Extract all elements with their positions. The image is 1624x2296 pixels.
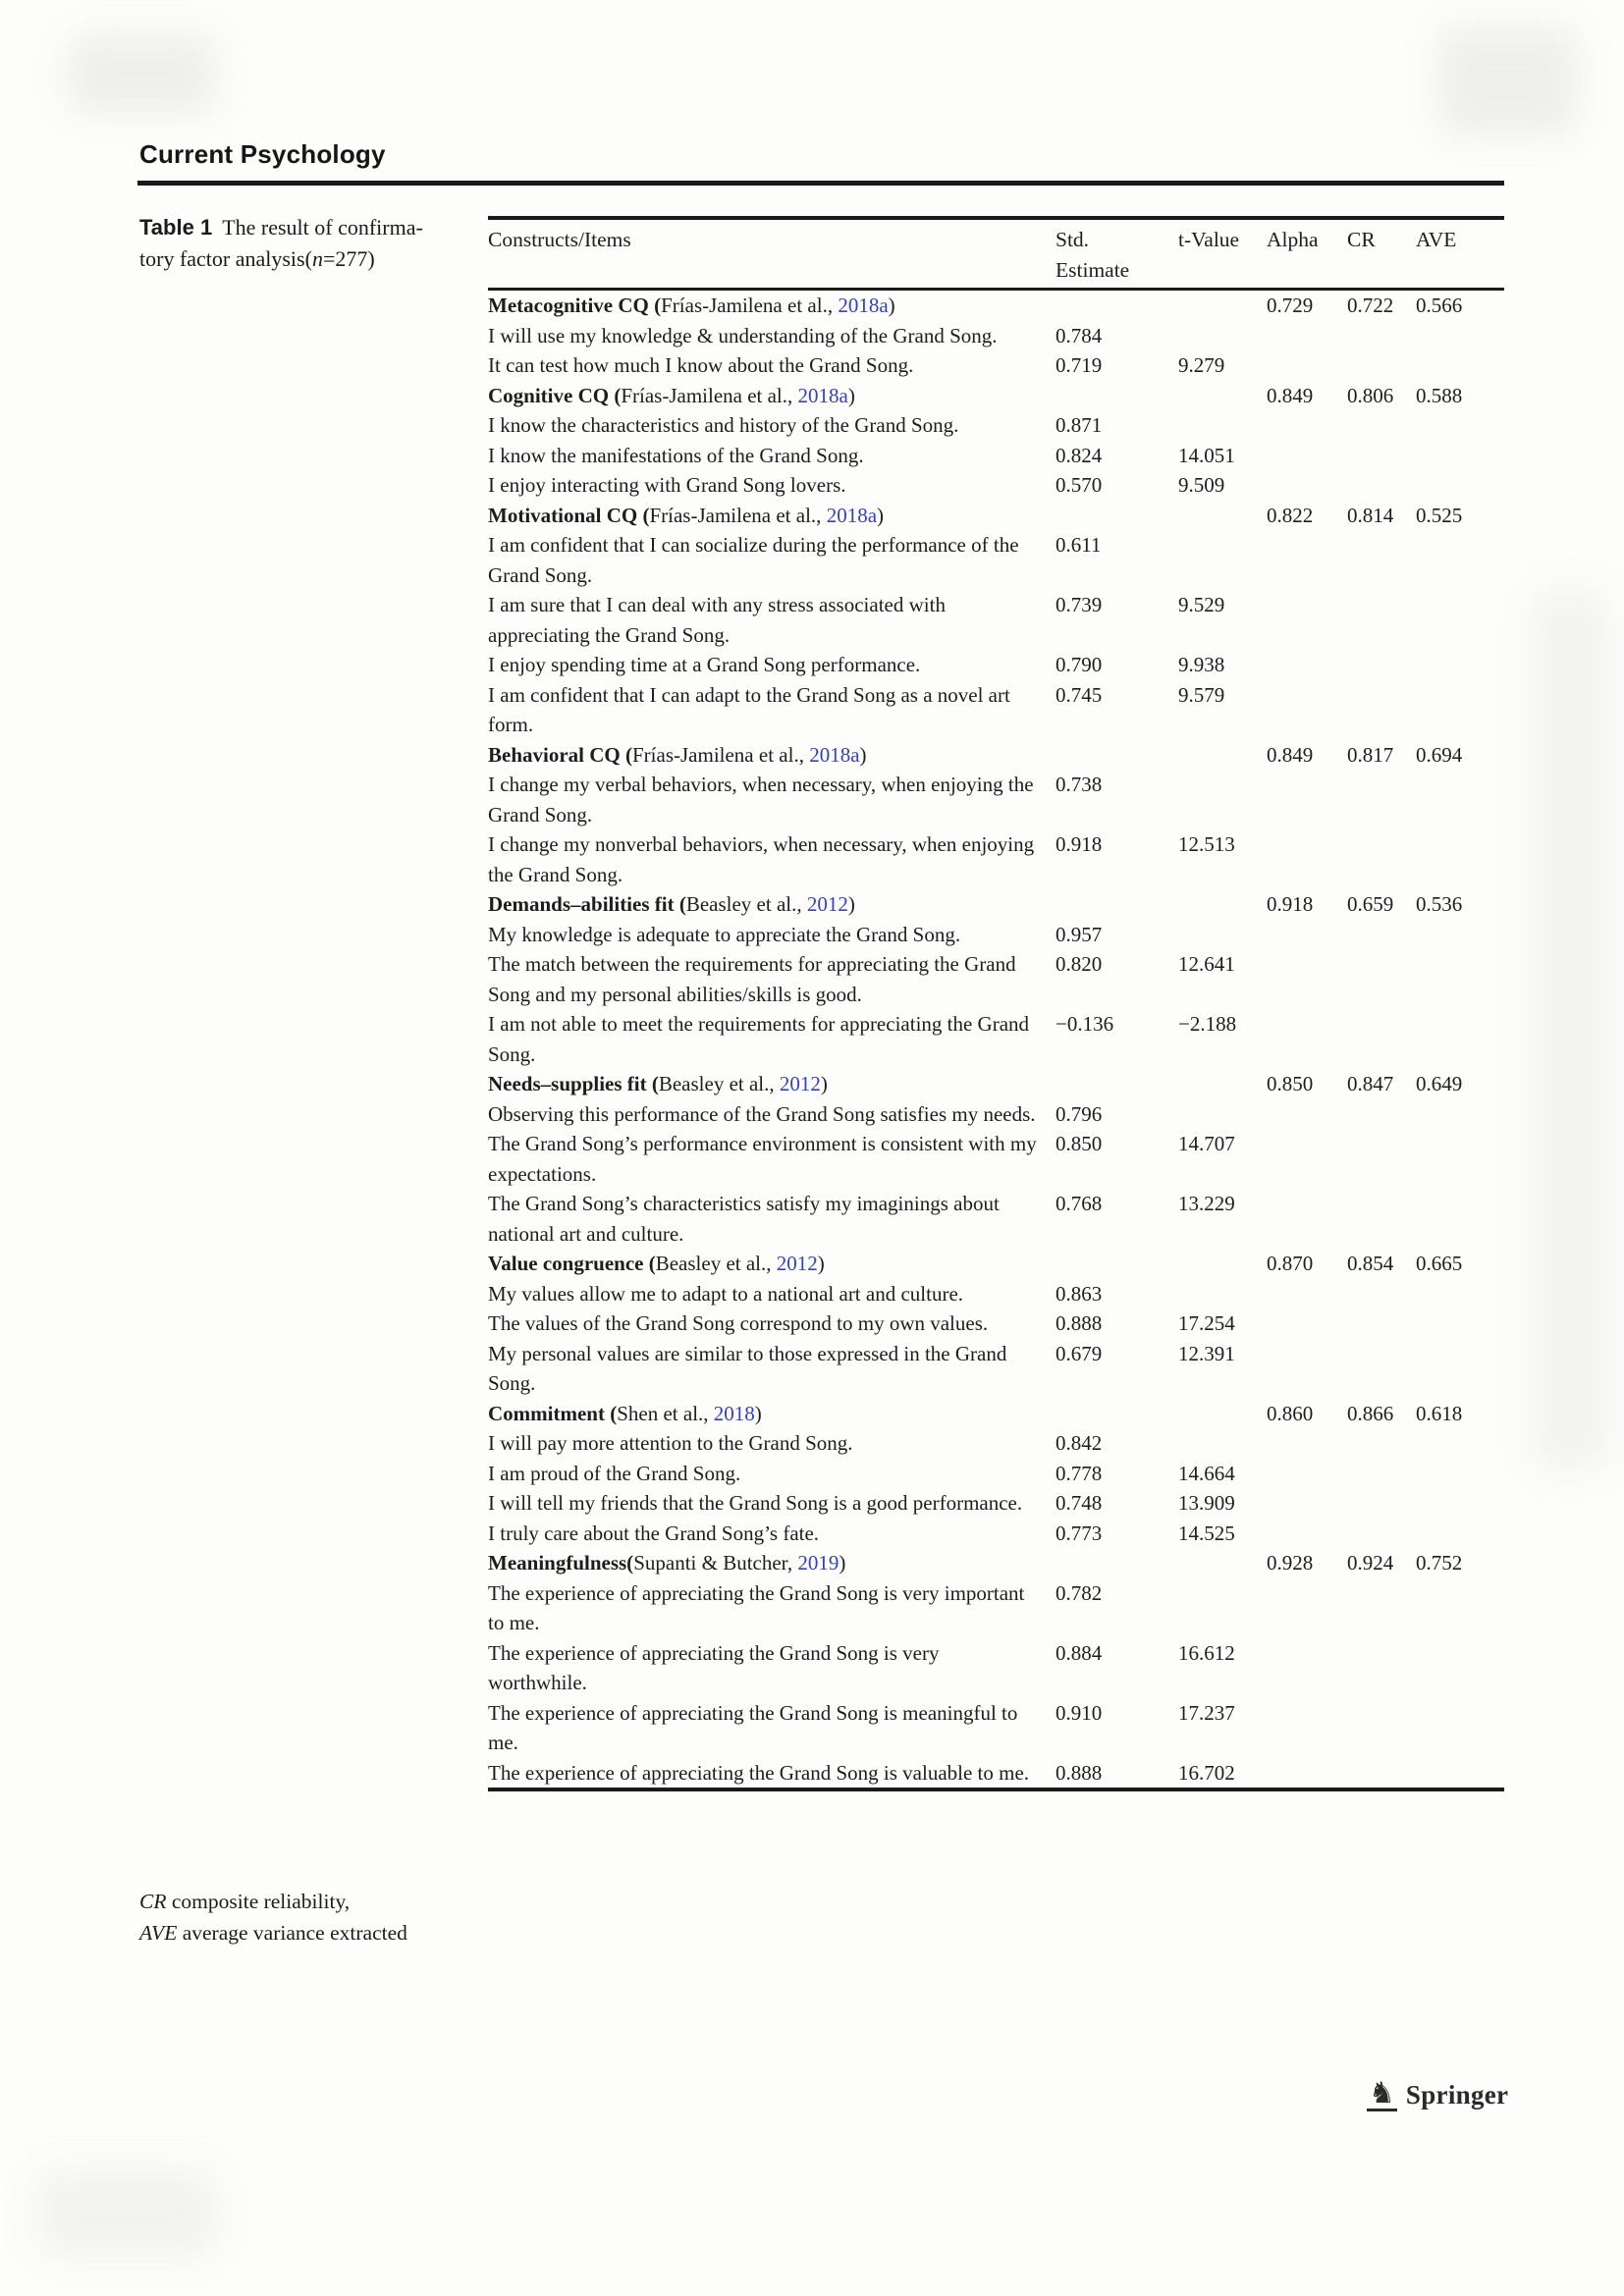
cell-cr — [1347, 1339, 1416, 1399]
item-row — [488, 410, 1504, 441]
cell-t-value: 14.051 — [1178, 443, 1235, 467]
cell-ave: 0.525 — [1416, 503, 1463, 527]
cell-std: 0.745 — [1056, 682, 1103, 707]
cell-construct-item: I will pay more attention to the Grand Song. — [488, 1431, 853, 1455]
cell-alpha: 0.918 — [1267, 892, 1314, 916]
cell-t-value — [1178, 530, 1267, 590]
cell-ave: 0.694 — [1416, 742, 1463, 767]
cell-t-value: 9.579 — [1178, 682, 1225, 707]
table-body — [488, 290, 1504, 1790]
citation-link[interactable]: 2018a — [797, 383, 848, 407]
cell-t-value: 9.529 — [1178, 593, 1225, 616]
cell-ave: 0.588 — [1416, 383, 1463, 407]
cell-construct-item: I change my verbal behaviors, when necessary, when enjoying the Grand Song. — [488, 773, 1034, 827]
cell-cr — [1347, 1758, 1416, 1790]
cell-cr: 0.806 — [1347, 383, 1394, 407]
citation-link[interactable]: 2012 — [776, 1252, 818, 1275]
cell-std: 0.719 — [1056, 353, 1103, 377]
cell-alpha — [1267, 410, 1347, 441]
item-row — [488, 1129, 1504, 1189]
cell-cr — [1347, 1009, 1416, 1069]
cell-ave — [1416, 770, 1504, 829]
cell-std — [1056, 381, 1178, 411]
cell-t-value — [1178, 1279, 1267, 1309]
cell-alpha — [1267, 1459, 1347, 1489]
citation-link[interactable]: 2018 — [713, 1401, 755, 1425]
cell-ave — [1416, 1758, 1504, 1790]
cell-alpha — [1267, 350, 1347, 381]
cell-t-value: 14.707 — [1178, 1132, 1235, 1155]
cell-ave — [1416, 650, 1504, 680]
construct-row — [488, 381, 1504, 411]
cell-construct-item: I know the characteristics and history of the Grand Song. — [488, 413, 959, 437]
cell-construct-item: I am confident that I can adapt to the Grand Song as a novel art form. — [488, 682, 1010, 736]
cell-std: 0.738 — [1056, 773, 1103, 796]
cell-ave — [1416, 441, 1504, 471]
cell-ave — [1416, 1129, 1504, 1189]
cell-std: 0.884 — [1056, 1640, 1103, 1665]
cell-t-value: 14.525 — [1178, 1521, 1235, 1545]
col-header-cr: CR — [1347, 218, 1416, 290]
cell-ave — [1416, 680, 1504, 740]
item-row — [488, 590, 1504, 650]
cell-t-value — [1178, 321, 1267, 351]
item-row — [488, 321, 1504, 351]
cell-construct-item: The experience of appreciating the Grand Song is very worthwhile. — [488, 1640, 940, 1694]
cell-ave: 0.618 — [1416, 1401, 1463, 1425]
springer-wordmark: Springer — [1405, 2080, 1509, 2109]
cell-std: 0.773 — [1056, 1521, 1103, 1545]
citation-link[interactable]: 2012 — [806, 892, 848, 916]
cell-std: 0.782 — [1056, 1580, 1103, 1605]
cell-t-value: 9.938 — [1178, 653, 1225, 676]
cell-construct-item: The experience of appreciating the Grand Song is valuable to me. — [488, 1760, 1030, 1785]
cell-construct-item: I change my nonverbal behaviors, when necessary, when enjoying the Grand Song. — [488, 832, 1035, 886]
cell-construct-item: Motivational CQ (Frías-Jamilena et al., 2018a) — [488, 503, 885, 527]
cell-t-value — [1178, 1428, 1267, 1459]
cell-std: 0.910 — [1056, 1700, 1103, 1725]
cell-cr: 0.817 — [1347, 742, 1394, 767]
table-caption-text-line1: The result of confirma- — [222, 215, 423, 240]
cell-alpha — [1267, 770, 1347, 829]
cell-alpha — [1267, 1698, 1347, 1758]
cell-t-value: 13.229 — [1178, 1192, 1235, 1215]
cell-construct-item: I am confident that I can socialize during the performance of the Grand Song. — [488, 533, 1019, 587]
citation-link[interactable]: 2018a — [826, 503, 878, 527]
cell-t-value: 16.702 — [1178, 1760, 1235, 1785]
cell-construct-item: I enjoy spending time at a Grand Song performance. — [488, 653, 921, 676]
table-caption — [139, 212, 493, 275]
cell-alpha — [1267, 321, 1347, 351]
scan-artifact — [1532, 589, 1610, 1472]
cell-cr — [1347, 1279, 1416, 1309]
col-header-ave: AVE — [1416, 218, 1504, 290]
cell-cr: 0.866 — [1347, 1401, 1394, 1425]
cell-construct-item: I know the manifestations of the Grand Song. — [488, 443, 864, 467]
cell-alpha — [1267, 1279, 1347, 1309]
cell-cr — [1347, 1638, 1416, 1698]
item-row — [488, 441, 1504, 471]
citation-link[interactable]: 2019 — [797, 1551, 839, 1575]
cell-t-value — [1178, 381, 1267, 411]
cell-cr: 0.722 — [1347, 294, 1394, 317]
springer-horse-icon: ♞ — [1369, 2076, 1395, 2110]
cell-t-value: 17.237 — [1178, 1700, 1235, 1725]
cell-construct-item: Observing this performance of the Grand Song satisfies my needs. — [488, 1101, 1036, 1126]
cell-construct-item: The Grand Song’s performance environment is consistent with my expectations. — [488, 1132, 1037, 1186]
item-row — [488, 1099, 1504, 1130]
cell-construct-item: I truly care about the Grand Song’s fate. — [488, 1521, 820, 1545]
cell-cr — [1347, 770, 1416, 829]
item-row — [488, 1519, 1504, 1549]
cell-cr: 0.814 — [1347, 503, 1394, 527]
citation-link[interactable]: 2018a — [838, 294, 889, 317]
cell-ave — [1416, 1428, 1504, 1459]
cell-std: 0.888 — [1056, 1760, 1103, 1785]
cell-ave — [1416, 350, 1504, 381]
cell-ave — [1416, 1638, 1504, 1698]
cell-std — [1056, 740, 1178, 771]
cell-alpha: 0.822 — [1267, 503, 1314, 527]
cell-ave: 0.752 — [1416, 1551, 1463, 1575]
cell-alpha — [1267, 1308, 1347, 1339]
cell-cr — [1347, 829, 1416, 889]
cell-construct-item: My knowledge is adequate to appreciate the Grand Song. — [488, 922, 961, 946]
cell-construct-item: I am sure that I can deal with any stress associated with appreciating the Grand Song. — [488, 593, 946, 647]
construct-row — [488, 1249, 1504, 1279]
cell-cr — [1347, 1459, 1416, 1489]
cell-alpha — [1267, 650, 1347, 680]
cell-t-value — [1178, 1548, 1267, 1578]
cell-std: −0.136 — [1056, 1012, 1114, 1036]
item-row — [488, 920, 1504, 950]
cell-std: 0.820 — [1056, 952, 1103, 976]
cell-std — [1056, 1249, 1178, 1279]
cell-alpha: 0.849 — [1267, 383, 1314, 407]
cell-cr — [1347, 920, 1416, 950]
cell-cr: 0.924 — [1347, 1551, 1394, 1575]
item-row — [488, 1279, 1504, 1309]
cell-t-value — [1178, 740, 1267, 771]
cell-alpha — [1267, 530, 1347, 590]
footnote-ave-text: average variance extracted — [177, 1920, 407, 1945]
item-row — [488, 829, 1504, 889]
cell-ave — [1416, 1279, 1504, 1309]
caption-n-symbol: n — [311, 246, 323, 271]
cell-ave — [1416, 470, 1504, 501]
construct-row — [488, 740, 1504, 771]
col-header-alpha: Alpha — [1267, 218, 1347, 290]
cell-construct-item: Value congruence (Beasley et al., 2012) — [488, 1252, 825, 1275]
col-header-std-estimate: Std. Estimate — [1056, 218, 1178, 290]
cell-alpha — [1267, 441, 1347, 471]
cell-alpha — [1267, 1488, 1347, 1519]
cell-ave — [1416, 1488, 1504, 1519]
cell-std: 0.768 — [1056, 1192, 1103, 1215]
cell-t-value — [1178, 1099, 1267, 1130]
cell-std: 0.888 — [1056, 1311, 1103, 1335]
cell-t-value: 9.279 — [1178, 353, 1225, 377]
cell-alpha — [1267, 1758, 1347, 1790]
cell-ave — [1416, 590, 1504, 650]
cell-std — [1056, 889, 1178, 920]
table-caption-text-line2: tory factor analysis( — [139, 246, 312, 271]
cell-ave — [1416, 1339, 1504, 1399]
citation-link[interactable]: 2018a — [809, 742, 860, 767]
cell-std: 0.778 — [1056, 1461, 1103, 1485]
item-row — [488, 1758, 1504, 1790]
journal-title: Current Psychology — [139, 139, 386, 169]
item-row — [488, 470, 1504, 501]
cell-t-value: 9.509 — [1178, 473, 1225, 497]
cell-t-value: 14.664 — [1178, 1461, 1235, 1485]
item-row — [488, 680, 1504, 740]
scan-artifact — [39, 2169, 216, 2258]
cell-cr — [1347, 350, 1416, 381]
cell-t-value: 12.513 — [1178, 832, 1235, 856]
cell-ave — [1416, 321, 1504, 351]
cell-ave — [1416, 1698, 1504, 1758]
cell-std: 0.918 — [1056, 832, 1103, 856]
cell-construct-item: Behavioral CQ (Frías-Jamilena et al., 2018a) — [488, 742, 867, 767]
cell-ave — [1416, 1519, 1504, 1549]
item-row — [488, 1459, 1504, 1489]
cell-construct-item: Demands–abilities fit (Beasley et al., 2012) — [488, 892, 855, 916]
cell-std: 0.957 — [1056, 922, 1103, 946]
cell-cr — [1347, 1488, 1416, 1519]
cell-std: 0.863 — [1056, 1281, 1103, 1306]
cell-t-value — [1178, 770, 1267, 829]
cell-construct-item: I will use my knowledge & understanding of the Grand Song. — [488, 323, 998, 347]
cell-construct-item: Cognitive CQ (Frías-Jamilena et al., 2018a) — [488, 383, 855, 407]
cell-construct-item: I am proud of the Grand Song. — [488, 1461, 741, 1485]
cell-cr — [1347, 321, 1416, 351]
item-row — [488, 949, 1504, 1009]
cell-ave — [1416, 410, 1504, 441]
cell-alpha — [1267, 829, 1347, 889]
cell-std: 0.871 — [1056, 413, 1103, 437]
publisher-logo — [1367, 2076, 1509, 2111]
item-row — [488, 770, 1504, 829]
cell-alpha — [1267, 1129, 1347, 1189]
cell-ave — [1416, 1009, 1504, 1069]
cell-cr — [1347, 590, 1416, 650]
cell-construct-item: The match between the requirements for appreciating the Grand Song and my personal abilities/skills is good. — [488, 952, 1016, 1006]
item-row — [488, 350, 1504, 381]
cell-t-value — [1178, 290, 1267, 321]
cell-t-value: 17.254 — [1178, 1311, 1235, 1335]
construct-row — [488, 889, 1504, 920]
construct-row — [488, 1399, 1504, 1429]
cell-std: 0.824 — [1056, 443, 1103, 467]
cell-alpha — [1267, 1428, 1347, 1459]
cell-t-value: 16.612 — [1178, 1640, 1235, 1665]
header-rule — [137, 181, 1504, 186]
construct-row — [488, 501, 1504, 531]
cell-alpha — [1267, 1638, 1347, 1698]
cell-ave — [1416, 1189, 1504, 1249]
cell-std — [1056, 1399, 1178, 1429]
item-row — [488, 1009, 1504, 1069]
cell-alpha — [1267, 680, 1347, 740]
cell-construct-item: I am not able to meet the requirements for appreciating the Grand Song. — [488, 1012, 1030, 1066]
item-row — [488, 1308, 1504, 1339]
cell-alpha: 0.870 — [1267, 1252, 1314, 1275]
cell-construct-item: The Grand Song’s characteristics satisfy my imaginings about national art and culture. — [488, 1192, 1000, 1246]
cell-alpha: 0.928 — [1267, 1551, 1314, 1575]
cell-cr — [1347, 680, 1416, 740]
cell-cr — [1347, 1428, 1416, 1459]
cell-std: 0.784 — [1056, 323, 1103, 347]
cell-cr — [1347, 1129, 1416, 1189]
cell-alpha: 0.860 — [1267, 1401, 1314, 1425]
cell-ave: 0.536 — [1416, 892, 1463, 916]
cell-construct-item: Needs–supplies fit (Beasley et al., 2012) — [488, 1072, 828, 1095]
construct-row — [488, 1069, 1504, 1099]
cell-ave — [1416, 530, 1504, 590]
footnote-cr-symbol: CR — [139, 1890, 167, 1913]
cell-alpha — [1267, 1189, 1347, 1249]
cell-std: 0.611 — [1056, 533, 1102, 557]
table-caption-text-line2-end: =277) — [322, 246, 375, 271]
cell-cr — [1347, 1698, 1416, 1758]
cell-std — [1056, 1548, 1178, 1578]
col-header-t-value: t-Value — [1178, 218, 1267, 290]
cell-std: 0.570 — [1056, 473, 1103, 497]
item-row — [488, 1339, 1504, 1399]
cell-alpha — [1267, 1009, 1347, 1069]
cell-cr: 0.659 — [1347, 892, 1394, 916]
cell-std: 0.739 — [1056, 593, 1103, 616]
item-row — [488, 650, 1504, 680]
item-row — [488, 530, 1504, 590]
cell-ave — [1416, 920, 1504, 950]
cell-ave — [1416, 949, 1504, 1009]
footnote-cr-text: composite reliability, — [166, 1890, 351, 1913]
cell-alpha — [1267, 920, 1347, 950]
citation-link[interactable]: 2012 — [779, 1072, 821, 1095]
cell-cr — [1347, 1189, 1416, 1249]
cell-alpha — [1267, 949, 1347, 1009]
cell-cr — [1347, 410, 1416, 441]
cell-t-value — [1178, 1399, 1267, 1429]
footnote-ave-symbol: AVE — [139, 1920, 178, 1945]
item-row — [488, 1578, 1504, 1638]
col-header-constructs: Constructs/Items — [488, 218, 1056, 290]
cell-construct-item: The experience of appreciating the Grand Song is meaningful to me. — [488, 1700, 1018, 1754]
cell-std: 0.748 — [1056, 1491, 1103, 1515]
cell-alpha: 0.850 — [1267, 1072, 1314, 1095]
cell-t-value — [1178, 410, 1267, 441]
item-row — [488, 1189, 1504, 1249]
cell-t-value — [1178, 889, 1267, 920]
cell-std — [1056, 290, 1178, 321]
cell-alpha — [1267, 590, 1347, 650]
cell-cr — [1347, 949, 1416, 1009]
table-caption-label: Table 1 — [139, 215, 213, 240]
header-row — [488, 218, 1504, 290]
cell-cr — [1347, 441, 1416, 471]
cell-construct-item: Metacognitive CQ (Frías-Jamilena et al., 2018a) — [488, 294, 895, 317]
cfa-table — [488, 216, 1504, 1791]
cell-ave: 0.665 — [1416, 1252, 1463, 1275]
cell-cr: 0.854 — [1347, 1252, 1394, 1275]
cell-ave — [1416, 1099, 1504, 1130]
scan-artifact — [1439, 27, 1577, 135]
cell-t-value: 13.909 — [1178, 1491, 1235, 1515]
cell-ave: 0.566 — [1416, 294, 1463, 317]
cell-construct-item: Meaningfulness(Supanti & Butcher, 2019) — [488, 1551, 846, 1575]
cell-ave: 0.649 — [1416, 1072, 1463, 1095]
cell-ave — [1416, 1578, 1504, 1638]
item-row — [488, 1488, 1504, 1519]
cell-alpha — [1267, 1578, 1347, 1638]
cell-cr — [1347, 650, 1416, 680]
cell-alpha — [1267, 1339, 1347, 1399]
cell-alpha — [1267, 1099, 1347, 1130]
cell-alpha: 0.849 — [1267, 742, 1314, 767]
cell-cr — [1347, 470, 1416, 501]
cell-cr — [1347, 1578, 1416, 1638]
cell-construct-item: It can test how much I know about the Grand Song. — [488, 353, 914, 377]
cell-std: 0.790 — [1056, 653, 1103, 676]
item-row — [488, 1698, 1504, 1758]
cell-construct-item: My values allow me to adapt to a national art and culture. — [488, 1281, 964, 1306]
cell-std — [1056, 501, 1178, 531]
cell-construct-item: I enjoy interacting with Grand Song lovers. — [488, 473, 846, 497]
cell-t-value: 12.641 — [1178, 952, 1235, 976]
cell-t-value — [1178, 920, 1267, 950]
cell-construct-item: My personal values are similar to those expressed in the Grand Song. — [488, 1341, 1007, 1395]
construct-row — [488, 290, 1504, 321]
cell-std — [1056, 1069, 1178, 1099]
table-footnote — [139, 1887, 407, 1949]
cell-alpha — [1267, 1519, 1347, 1549]
cell-std: 0.679 — [1056, 1341, 1103, 1365]
cell-t-value: 12.391 — [1178, 1341, 1235, 1365]
cell-t-value: −2.188 — [1178, 1012, 1237, 1036]
scan-artifact — [69, 35, 216, 114]
cell-cr — [1347, 1308, 1416, 1339]
cell-t-value — [1178, 1249, 1267, 1279]
cell-std: 0.796 — [1056, 1101, 1103, 1126]
cell-ave — [1416, 829, 1504, 889]
cell-ave — [1416, 1459, 1504, 1489]
cell-alpha: 0.729 — [1267, 294, 1314, 317]
cell-cr — [1347, 530, 1416, 590]
cell-std: 0.842 — [1056, 1431, 1103, 1455]
cell-construct-item: The values of the Grand Song correspond to my own values. — [488, 1311, 989, 1335]
cell-t-value — [1178, 501, 1267, 531]
item-row — [488, 1428, 1504, 1459]
cell-ave — [1416, 1308, 1504, 1339]
cell-alpha — [1267, 470, 1347, 501]
table-header — [488, 218, 1504, 290]
cell-std: 0.850 — [1056, 1132, 1103, 1155]
cell-cr — [1347, 1519, 1416, 1549]
cell-t-value — [1178, 1578, 1267, 1638]
cell-construct-item: I will tell my friends that the Grand Song is a good performance. — [488, 1491, 1023, 1515]
cell-construct-item: The experience of appreciating the Grand Song is very important to me. — [488, 1580, 1025, 1634]
item-row — [488, 1638, 1504, 1698]
cell-t-value — [1178, 1069, 1267, 1099]
construct-row — [488, 1548, 1504, 1578]
cell-cr: 0.847 — [1347, 1072, 1394, 1095]
cell-cr — [1347, 1099, 1416, 1130]
cell-construct-item: Commitment (Shen et al., 2018) — [488, 1401, 762, 1425]
